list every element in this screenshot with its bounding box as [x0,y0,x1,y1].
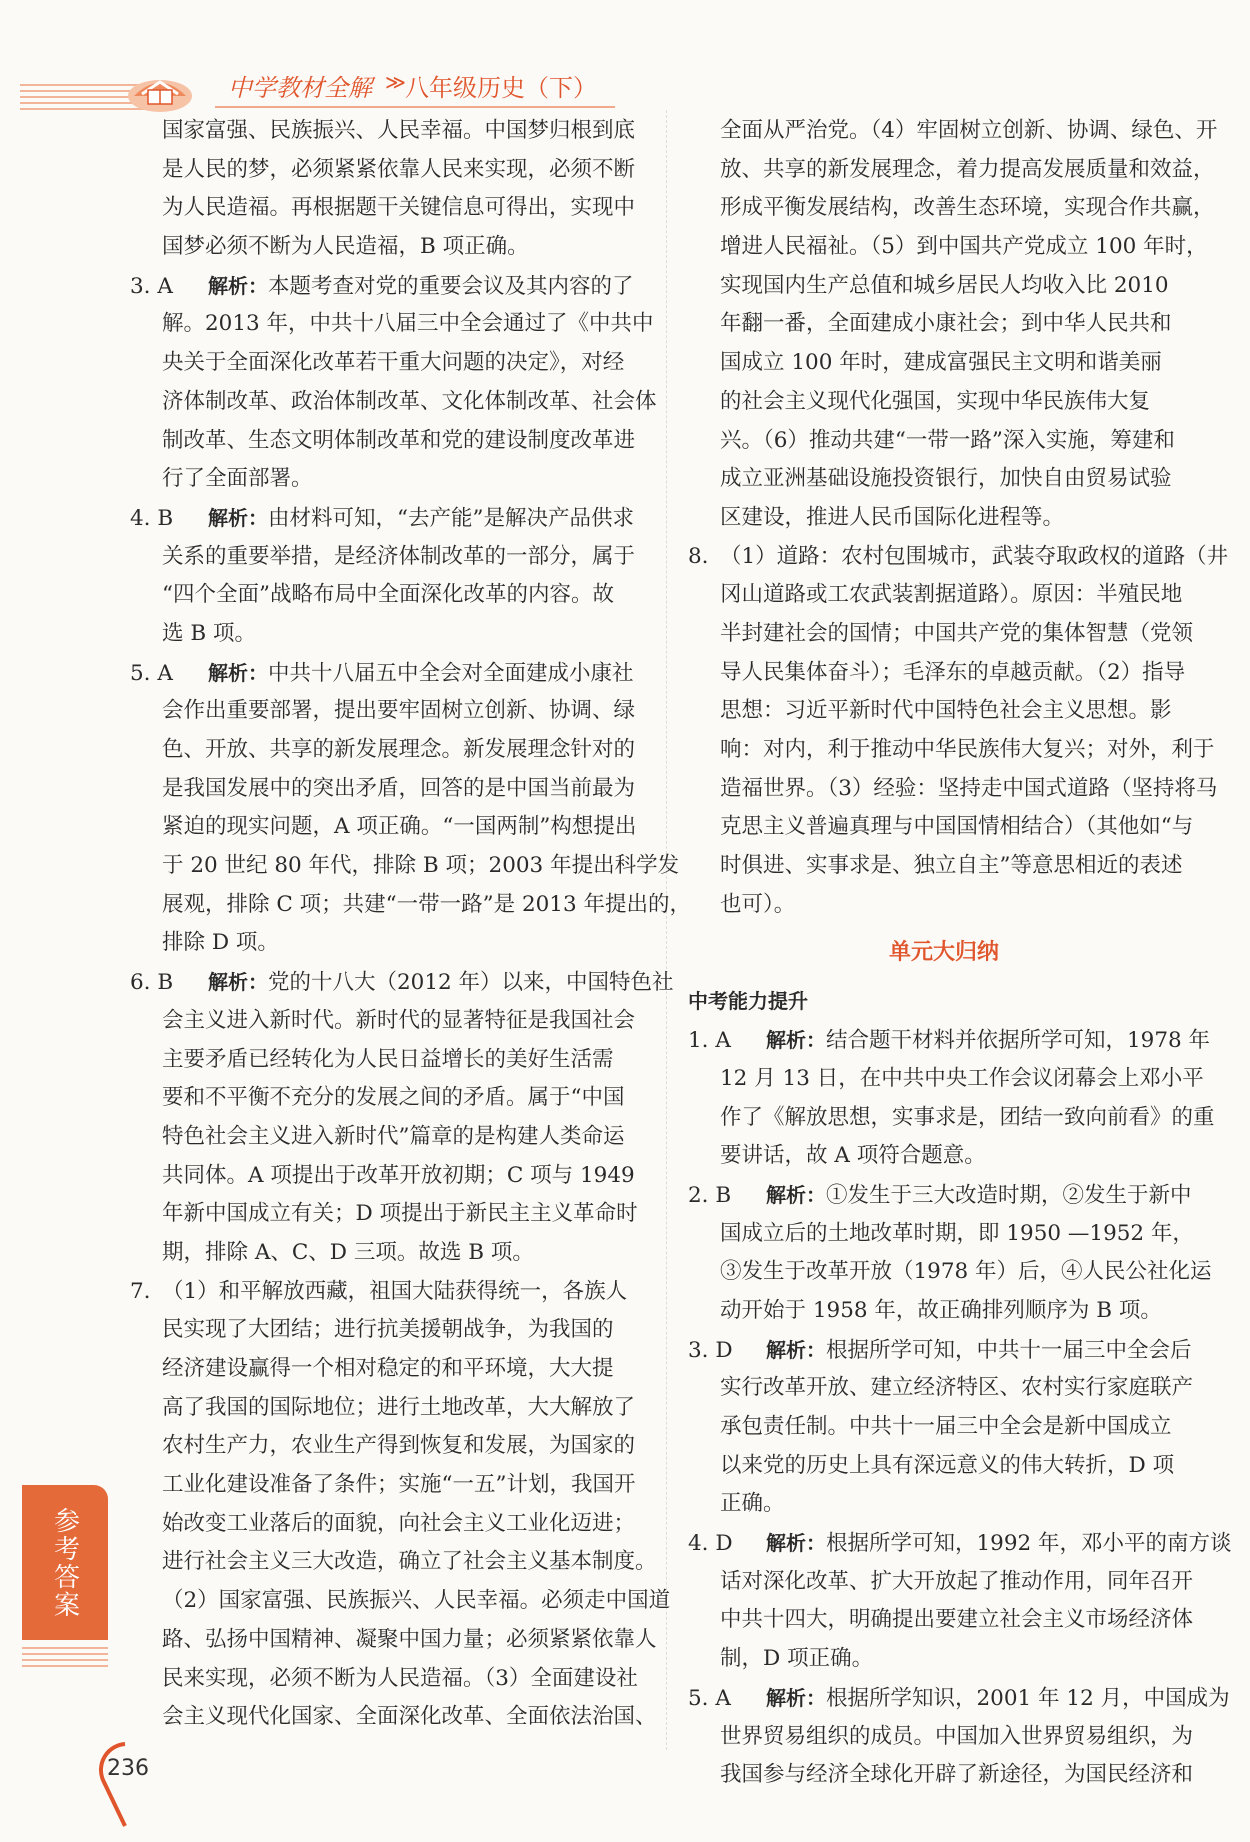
text-line [130,963,674,1002]
text-line [688,1718,1200,1757]
analysis-label: 解析： [208,660,268,685]
line-text: 排除 D 项。 [162,930,279,956]
text-line [130,151,640,190]
line-text: 成立亚洲基础设施投资银行，加快自由贸易试验 [720,466,1172,492]
right-column-bottom [688,1021,1232,1795]
line-text: 本题考查对党的重要会议及其内容的了 [268,273,634,299]
text-line [688,1099,1215,1138]
line-text: “四个全面”战略布局中全面深化改革的内容。故 [162,582,614,608]
analysis-label: 解析： [208,970,268,995]
page-header [0,60,1250,120]
line-text: 党的十八大（2012 年）以来，中国特色社 [268,970,674,996]
text-line [130,1273,640,1312]
line-text: 行了全面部署。 [162,466,313,492]
line-text: 根据所学知识，2001 年 12 月，中国成为 [826,1685,1230,1711]
text-line [130,1505,640,1544]
line-text: 也可）。 [720,891,796,917]
line-text: 导人民集体奋斗）；毛泽东的卓越贡献。（2）指导 [720,659,1186,685]
text-line [130,460,640,499]
text-line [130,692,640,731]
line-text: 要和不平衡不充分的发展之间的矛盾。属于“中国 [162,1085,625,1111]
text-line [688,1756,1200,1795]
text-line [130,1543,657,1582]
side-tab [22,1485,108,1640]
text-line [130,112,640,151]
text-line [130,538,640,577]
right-column-top [688,112,1229,924]
line-text: 根据所学可知，中共十一届三中全会后 [826,1337,1192,1363]
text-line [688,1408,1200,1447]
line-text: 主要矛盾已经转化为人民日益增长的美好生活需 [162,1046,614,1072]
text-line [688,189,1215,228]
text-line [688,1215,1200,1254]
text-line [688,1485,1200,1524]
text-line [688,1601,1200,1640]
item-number: 2. B [688,1182,732,1208]
text-line [130,770,640,809]
text-line [688,654,1200,693]
analysis-label: 解析： [208,273,268,298]
line-text: 兴。（6）推动共建“一带一路”深入实施，筹建和 [720,427,1175,453]
section-title: 单元大归纳 [888,940,999,966]
text-line [688,305,1200,344]
text-line [130,886,691,925]
line-text: 解。2013 年，中共十八届三中全会通过了《中共中 [162,311,654,337]
line-text: 国家富强、民族振兴、人民幸福。中国梦归根到底 [162,118,636,143]
text-line [130,267,640,306]
line-text: 实行改革开放、建立经济特区、农村实行家庭联产 [720,1375,1194,1401]
text-line [130,305,654,344]
line-text: 年翻一番，全面建成小康社会；到中华人民共和 [720,311,1172,337]
text-line [688,1679,1230,1718]
line-text: 增进人民福祉。（5）到中国共产党成立 100 年时， [720,234,1208,260]
text-line [130,615,640,654]
text-line [130,847,680,886]
text-line [130,1660,640,1699]
text-line [688,770,1218,809]
text-line [130,1389,640,1428]
line-text: 中共十八届五中全会对全面建成小康社 [268,660,634,686]
text-line [688,499,1200,538]
text-line [130,383,657,422]
analysis-label: 解析： [208,505,268,530]
text-line [688,1640,1200,1679]
line-text: 年新中国成立有关；D 项提出于新民主主义革命时 [162,1201,638,1227]
line-text: 进行社会主义三大改造，确立了社会主义基本制度。 [162,1549,657,1575]
line-text: 选 B 项。 [162,620,256,646]
line-text: 国梦必须不断为人民造福，B 项正确。 [162,234,529,260]
line-text: 的社会主义现代化强国，实现中华民族伟大复 [720,388,1151,414]
line-text: 关系的重要举措，是经济体制改革的一部分，属于 [162,543,636,569]
line-text: 国成立 100 年时，建成富强民主文明和谐美丽 [720,350,1162,376]
text-line [688,151,1215,190]
text-line [130,1698,657,1737]
line-text: 路、弘扬中国精神、凝聚中国力量；必须紧紧依靠人 [162,1626,657,1652]
text-line [130,499,640,538]
text-line [688,576,1200,615]
line-text: 为人民造福。再根据题干关键信息可得出，实现中 [162,195,636,221]
header-underline [215,106,615,108]
subheading: 中考能力提升 [688,989,808,1014]
line-text: 由材料可知，“去产能”是解决产品供求 [268,505,634,531]
left-column [130,112,691,1737]
line-text: 国成立后的土地改革时期，即 1950 —1952 年， [720,1220,1194,1246]
line-text: 结合题干材料并依据所学可知，1978 年 [826,1028,1211,1054]
text-line [688,228,1208,267]
book-logo-icon [120,60,200,116]
text-line [688,344,1200,383]
item-number: 8. [688,543,709,569]
text-line [688,692,1200,731]
line-text: 中共十四大，明确提出要建立社会主义市场经济体 [720,1607,1194,1633]
text-line [688,615,1200,654]
text-line [130,654,640,693]
text-line [688,1253,1212,1292]
line-text: 工业化建设准备了条件；实施“一五”计划，我国开 [162,1472,636,1498]
line-text: 正确。 [720,1491,785,1517]
text-line [130,1311,640,1350]
line-text: （1）和平解放西藏，祖国大陆获得统一，各族人 [162,1278,628,1304]
text-line [688,460,1200,499]
line-text: 克思主义普遍真理与中国国情相结合）（其他如“与 [720,814,1194,840]
text-line [688,267,1200,306]
line-text: 放、共享的新发展理念，着力提高发展质量和效益， [720,156,1215,182]
line-text: 响：对内，利于推动中华民族伟大复兴；对外，利于 [720,737,1215,762]
side-stripes [22,1645,108,1667]
text-line [130,1350,640,1389]
line-text: 半封建社会的国情；中国共产党的集体智慧（党领 [720,620,1194,646]
line-text: 制，D 项正确。 [720,1646,874,1672]
line-text: （2）国家富强、民族振兴、人民幸福。必须走中国道 [162,1588,671,1614]
text-line [688,538,1229,577]
analysis-label: 解析： [766,1337,826,1362]
line-text: 根据所学可知，1992 年，邓小平的南方谈 [826,1531,1232,1557]
text-line [688,383,1200,422]
text-line [688,847,1200,886]
line-text: 特色社会主义进入新时代”篇章的是构建人类命运 [162,1123,625,1149]
line-text: 农村生产力，农业生产得到恢复和发展，为国家的 [162,1433,636,1459]
line-text: 作了《解放思想，实事求是，团结一致向前看》的重 [720,1104,1215,1130]
text-line [688,1176,1200,1215]
line-text: 济体制改革、政治体制改革、文化体制改革、社会体 [162,388,657,414]
line-text: 动开始于 1958 年，故正确排列顺序为 B 项。 [720,1297,1162,1323]
text-line [130,1621,657,1660]
line-text: 形成平衡发展结构，改善生态环境，实现合作共赢， [720,195,1215,221]
item-number: 3. A [130,273,173,299]
text-line [688,1369,1200,1408]
line-text: 展观，排除 C 项；共建“一带一路”是 2013 年提出的， [162,891,691,917]
text-line [688,112,1218,151]
item-number: 5. A [688,1685,731,1711]
line-text: 是人民的梦，必须紧紧依靠人民来实现，必须不断 [162,156,636,182]
line-text: 会主义现代化国家、全面深化改革、全面依法治国、 [162,1704,657,1730]
text-line [130,576,640,615]
item-number: 7. [130,1278,151,1304]
text-line [688,886,1200,925]
text-line [130,1195,640,1234]
text-line [688,1331,1200,1370]
right-column [688,112,1232,1795]
text-line [130,1582,671,1621]
line-text: 区建设，推进人民币国际化进程等。 [720,504,1065,530]
analysis-label: 解析： [766,1531,826,1556]
item-number: 5. A [130,660,173,686]
line-text: 期，排除 A、C、D 三项。故选 B 项。 [162,1239,534,1265]
line-text: 始改变工业落后的面貌，向社会主义工业化迈进； [162,1510,636,1536]
text-line [688,1021,1211,1060]
line-text: 全面从严治党。（4）牢固树立创新、协调、绿色、开 [720,118,1218,143]
item-number: 4. D [688,1531,733,1557]
line-text: 民来实现，必须不断为人民造福。（3）全面建设社 [162,1665,638,1691]
analysis-label: 解析： [766,1028,826,1053]
text-line [688,1563,1200,1602]
analysis-label: 解析： [766,1182,826,1207]
text-line [688,1060,1204,1099]
line-text: 造福世界。（3）经验：坚持走中国式道路（坚持将马 [720,775,1218,801]
line-text: 思想：习近平新时代中国特色社会主义思想。影 [720,698,1172,724]
page-number-badge [95,1740,175,1830]
text-line [130,1466,640,1505]
text-line [688,1292,1200,1331]
text-line [130,344,640,383]
text-line [130,1002,640,1041]
line-text: ①发生于三大改造时期，②发生于新中 [826,1182,1192,1208]
text-line [688,1137,1200,1176]
text-line [130,731,640,770]
line-text: 经济建设赢得一个相对稳定的和平环境，大大提 [162,1356,614,1381]
text-line [688,731,1215,770]
line-text: 于 20 世纪 80 年代，排除 B 项；2003 年提出科学发 [162,853,680,879]
item-number: 6. B [130,970,174,996]
text-line [688,1524,1232,1563]
text-line [130,924,640,963]
text-line [130,1234,640,1273]
text-line [688,1447,1200,1486]
line-text: ③发生于改革开放（1978 年）后，④人民公社化运 [720,1259,1212,1285]
header-separator: ≫ [385,70,406,94]
book-title: 中学教材全解 [228,74,372,102]
line-text: 时俱进、实事求是、独立自主”等意思相近的表述 [720,853,1183,879]
side-tab-label: 参考答案 [49,1506,80,1619]
text-line [130,189,640,228]
page-number: 236 [107,1756,149,1781]
text-line [130,422,640,461]
item-number: 3. D [688,1337,733,1363]
line-text: 以来党的历史上具有深远意义的伟大转折，D 项 [720,1452,1175,1478]
book-subject: 八年级历史（下） [405,74,597,102]
line-text: 是我国发展中的突出矛盾，回答的是中国当前最为 [162,775,636,801]
line-text: 共同体。A 项提出于改革开放初期；C 项与 1949 [162,1162,635,1188]
item-number: 4. B [130,505,174,531]
text-line [130,808,640,847]
line-text: 我国参与经济全球化开辟了新途径，为国民经济和 [720,1762,1194,1788]
line-text: 承包责任制。中共十一届三中全会是新中国成立 [720,1414,1172,1439]
text-line [688,808,1200,847]
line-text: 要讲话，故 A 项符合题意。 [720,1143,986,1169]
line-text: 高了我国的国际地位；进行土地改革，大大解放了 [162,1394,636,1420]
text-line [130,1041,640,1080]
text-line [130,1118,640,1157]
line-text: 12 月 13 日，在中共中央工作会议闭幕会上邓小平 [720,1065,1204,1091]
item-number: 1. A [688,1028,731,1054]
line-text: 民实现了大团结；进行抗美援朝战争，为我国的 [162,1317,614,1343]
line-text: （1）道路：农村包围城市，武装夺取政权的道路（井 [720,543,1229,569]
line-text: 制改革、生态文明体制改革和党的建设制度改革进 [162,427,636,453]
analysis-label: 解析： [766,1685,826,1710]
line-text: 紧迫的现实问题，A 项正确。“一国两制”构想提出 [162,814,637,840]
line-text: 实现国内生产总值和城乡居民人均收入比 2010 [720,272,1169,298]
line-text: 色、开放、共享的新发展理念。新发展理念针对的 [162,737,636,762]
line-text: 冈山道路或工农武装割据道路）。原因：半殖民地 [720,582,1183,608]
text-line [688,422,1200,461]
line-text: 央关于全面深化改革若干重大问题的决定》，对经 [162,350,625,376]
line-text: 会主义进入新时代。新时代的显著特征是我国社会 [162,1007,636,1033]
page-corner-icon [95,1740,175,1830]
text-line [130,1427,640,1466]
line-text: 话对深化改革、扩大开放起了推动作用，同年召开 [720,1568,1194,1594]
text-line [130,228,640,267]
line-text: 会作出重要部署，提出要牢固树立创新、协调、绿 [162,698,636,724]
text-line [130,1079,640,1118]
column-divider [666,110,668,1750]
text-line [130,1157,640,1196]
line-text: 世界贸易组织的成员。中国加入世界贸易组织，为 [720,1723,1194,1749]
